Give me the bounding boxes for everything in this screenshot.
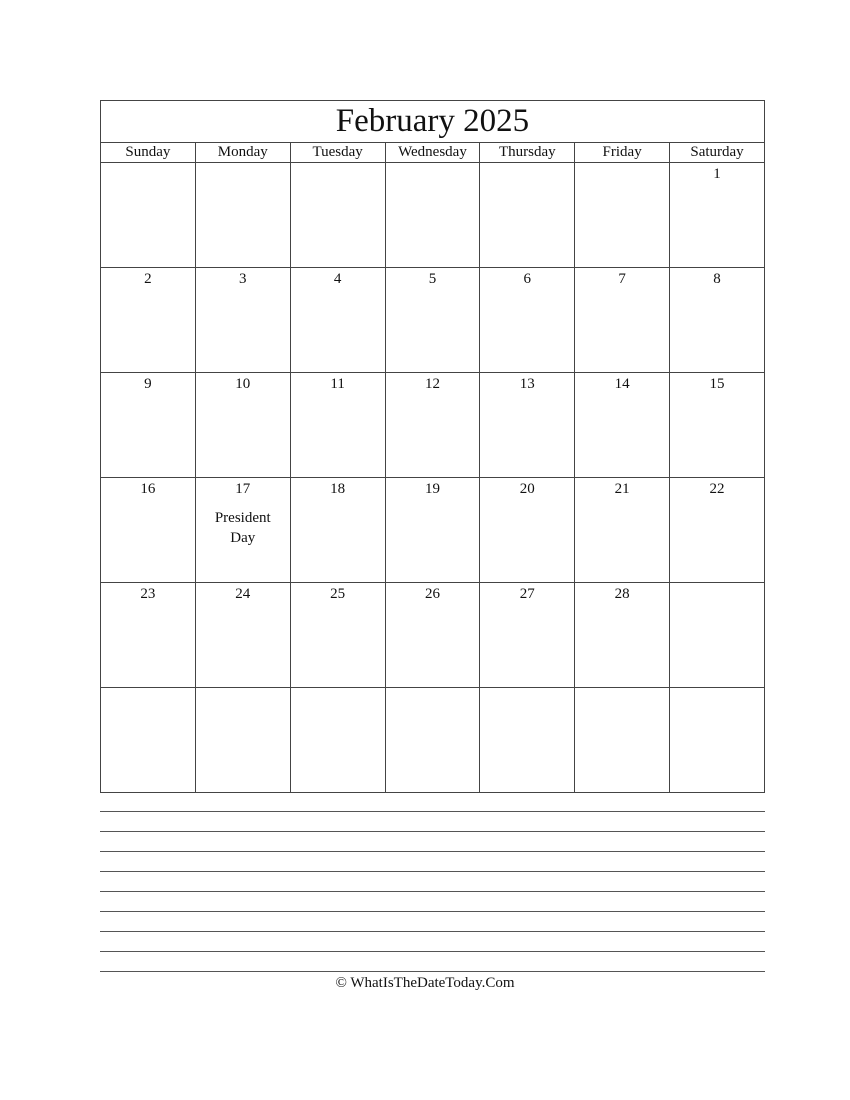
note-line bbox=[100, 911, 765, 912]
day-cell bbox=[480, 478, 575, 583]
day-cell bbox=[195, 373, 290, 478]
note-line bbox=[100, 891, 765, 892]
weekday-header-row bbox=[101, 143, 765, 163]
day-number: 14 bbox=[614, 376, 630, 392]
footer-copyright: © WhatIsTheDateToday.Com bbox=[335, 975, 515, 991]
note-line bbox=[100, 931, 765, 932]
day-cell bbox=[101, 478, 196, 583]
day-cell bbox=[290, 688, 385, 793]
day-number: 20 bbox=[519, 481, 535, 497]
day-cell bbox=[385, 373, 480, 478]
day-cell bbox=[575, 163, 670, 268]
day-cell bbox=[101, 268, 196, 373]
day-cell bbox=[575, 268, 670, 373]
holiday-note: President Day bbox=[214, 510, 271, 546]
week-row bbox=[101, 163, 765, 268]
day-cell bbox=[195, 583, 290, 688]
day-number: 19 bbox=[424, 481, 440, 497]
weekday-tuesday: Tuesday bbox=[290, 143, 385, 163]
day-number: 5 bbox=[428, 271, 437, 287]
day-number: 22 bbox=[709, 481, 725, 497]
day-number: 4 bbox=[333, 271, 342, 287]
note-line bbox=[100, 851, 765, 852]
week-row bbox=[101, 583, 765, 688]
day-cell bbox=[290, 583, 385, 688]
day-number: 23 bbox=[140, 586, 156, 602]
day-cell bbox=[385, 268, 480, 373]
note-line bbox=[100, 971, 765, 972]
day-cell bbox=[480, 163, 575, 268]
week-row bbox=[101, 688, 765, 793]
day-number: 6 bbox=[523, 271, 532, 287]
day-cell bbox=[575, 373, 670, 478]
day-cell bbox=[670, 688, 765, 793]
weekday-friday: Friday bbox=[575, 143, 670, 163]
day-number: 25 bbox=[330, 586, 346, 602]
calendar-grid bbox=[100, 100, 765, 793]
day-number: 10 bbox=[235, 376, 251, 392]
day-number: 15 bbox=[709, 376, 725, 392]
day-cell bbox=[385, 583, 480, 688]
weekday-wednesday: Wednesday bbox=[385, 143, 480, 163]
note-line bbox=[100, 871, 765, 872]
day-number: 24 bbox=[235, 586, 251, 602]
day-cell bbox=[385, 478, 480, 583]
note-line bbox=[100, 831, 765, 832]
day-cell bbox=[480, 583, 575, 688]
day-number: 1 bbox=[713, 166, 721, 182]
day-number: 8 bbox=[713, 271, 721, 287]
day-cell bbox=[101, 583, 196, 688]
day-cell bbox=[670, 583, 765, 688]
day-cell bbox=[195, 478, 290, 583]
weekday-monday: Monday bbox=[195, 143, 290, 163]
day-number: 12 bbox=[424, 376, 440, 392]
day-cell bbox=[575, 688, 670, 793]
week-row bbox=[101, 268, 765, 373]
day-number: 17 bbox=[235, 481, 251, 497]
day-cell bbox=[480, 373, 575, 478]
day-cell bbox=[385, 688, 480, 793]
day-cell bbox=[385, 163, 480, 268]
calendar-title: February 2025 bbox=[101, 101, 765, 143]
week-row bbox=[101, 478, 765, 583]
weekday-thursday: Thursday bbox=[480, 143, 575, 163]
day-cell bbox=[290, 268, 385, 373]
weekday-saturday: Saturday bbox=[670, 143, 765, 163]
day-number: 3 bbox=[239, 271, 247, 287]
week-row bbox=[101, 373, 765, 478]
day-number: 28 bbox=[614, 586, 630, 602]
day-cell bbox=[670, 163, 765, 268]
day-cell bbox=[670, 268, 765, 373]
day-cell bbox=[101, 373, 196, 478]
notes-lines bbox=[100, 811, 765, 991]
day-cell bbox=[101, 163, 196, 268]
day-number: 21 bbox=[614, 481, 630, 497]
day-cell bbox=[195, 268, 290, 373]
day-cell bbox=[480, 688, 575, 793]
day-number: 18 bbox=[330, 481, 346, 497]
weekday-sunday: Sunday bbox=[101, 143, 196, 163]
day-cell bbox=[575, 583, 670, 688]
day-cell bbox=[290, 478, 385, 583]
day-cell bbox=[575, 478, 670, 583]
day-number: 26 bbox=[424, 586, 440, 602]
day-number: 11 bbox=[330, 376, 345, 392]
day-cell bbox=[290, 163, 385, 268]
day-number: 27 bbox=[519, 586, 535, 602]
day-number: 13 bbox=[519, 376, 535, 392]
day-cell bbox=[480, 268, 575, 373]
day-number: 9 bbox=[144, 376, 152, 392]
day-cell bbox=[670, 478, 765, 583]
note-line bbox=[100, 951, 765, 952]
day-cell bbox=[195, 163, 290, 268]
day-cell bbox=[101, 688, 196, 793]
day-cell bbox=[670, 373, 765, 478]
day-number: 7 bbox=[618, 271, 626, 287]
day-cell bbox=[290, 373, 385, 478]
note-line bbox=[100, 811, 765, 812]
day-number: 2 bbox=[144, 271, 152, 287]
day-number: 16 bbox=[140, 481, 156, 497]
day-cell bbox=[195, 688, 290, 793]
